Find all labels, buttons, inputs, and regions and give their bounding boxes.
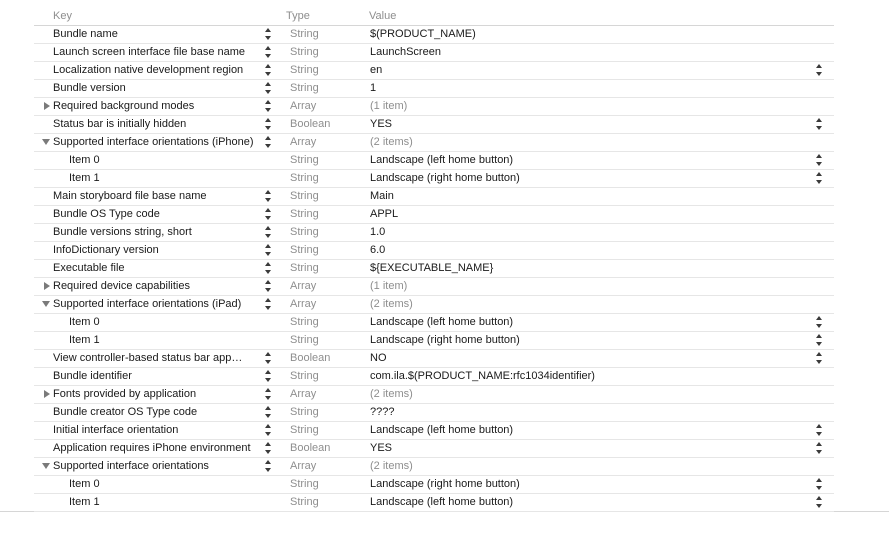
row-value[interactable]: 1 — [370, 82, 377, 94]
stepper-up-arrow-icon — [265, 424, 271, 428]
stepper-down-arrow-icon — [265, 414, 271, 418]
row-key[interactable]: Item 1 — [69, 172, 100, 184]
key-column-header[interactable]: Key — [53, 10, 72, 22]
value-picker-stepper-icon[interactable] — [816, 154, 823, 166]
stepper-up-arrow-icon — [816, 496, 822, 500]
stepper-down-arrow-icon — [265, 72, 271, 76]
value-picker-stepper-icon[interactable] — [816, 442, 823, 454]
stepper-down-arrow-icon — [265, 198, 271, 202]
row-type[interactable]: String — [290, 64, 319, 76]
stepper-up-arrow-icon — [816, 118, 822, 122]
table-row[interactable] — [34, 224, 834, 242]
row-type[interactable]: Array — [290, 388, 317, 400]
stepper-up-arrow-icon — [816, 154, 822, 158]
row-type[interactable]: String — [290, 370, 319, 382]
key-picker-stepper-icon[interactable] — [265, 424, 272, 436]
table-row[interactable] — [34, 242, 834, 260]
key-picker-stepper-icon[interactable] — [265, 352, 272, 364]
stepper-up-arrow-icon — [265, 352, 271, 356]
row-value[interactable]: 1.0 — [370, 226, 386, 238]
stepper-up-arrow-icon — [265, 64, 271, 68]
table-row[interactable] — [34, 314, 834, 332]
row-type[interactable]: Array — [290, 280, 317, 292]
row-type[interactable]: String — [290, 28, 319, 40]
row-value[interactable]: $(PRODUCT_NAME) — [370, 28, 476, 40]
row-value[interactable]: en — [370, 64, 383, 76]
row-value[interactable]: NO — [370, 352, 387, 364]
row-key[interactable]: Application requires iPhone environment — [53, 442, 251, 454]
value-picker-stepper-icon[interactable] — [816, 496, 823, 508]
stepper-down-arrow-icon — [816, 360, 822, 364]
key-picker-stepper-icon[interactable] — [265, 280, 272, 292]
key-picker-stepper-icon[interactable] — [265, 298, 272, 310]
row-type[interactable]: String — [290, 334, 319, 346]
row-type[interactable]: Boolean — [290, 442, 331, 454]
stepper-up-arrow-icon — [816, 478, 822, 482]
table-row[interactable] — [34, 422, 834, 440]
row-key[interactable]: Item 1 — [69, 334, 100, 346]
stepper-up-arrow-icon — [265, 190, 271, 194]
table-row[interactable] — [34, 386, 834, 404]
stepper-down-arrow-icon — [265, 108, 271, 112]
row-key[interactable]: Item 0 — [69, 154, 100, 166]
row-key[interactable]: InfoDictionary version — [53, 244, 159, 256]
row-type[interactable]: Boolean — [290, 352, 331, 364]
row-type[interactable]: String — [290, 406, 319, 418]
table-row[interactable] — [34, 188, 834, 206]
value-picker-stepper-icon[interactable] — [816, 64, 823, 76]
stepper-down-arrow-icon — [816, 432, 822, 436]
stepper-up-arrow-icon — [265, 370, 271, 374]
stepper-down-arrow-icon — [816, 504, 822, 508]
stepper-up-arrow-icon — [816, 64, 822, 68]
key-picker-stepper-icon[interactable] — [265, 442, 272, 454]
value-column-header[interactable]: Value — [369, 10, 397, 22]
disclosure-triangle-expanded-icon[interactable] — [42, 301, 50, 307]
row-value[interactable]: 6.0 — [370, 244, 386, 256]
key-picker-stepper-icon[interactable] — [265, 460, 272, 472]
table-row[interactable] — [34, 152, 834, 170]
row-value[interactable]: ???? — [370, 406, 395, 418]
stepper-up-arrow-icon — [816, 316, 822, 320]
row-key[interactable]: Item 1 — [69, 496, 100, 508]
table-row[interactable] — [34, 440, 834, 458]
key-picker-stepper-icon[interactable] — [265, 226, 272, 238]
disclosure-triangle-expanded-icon[interactable] — [42, 463, 50, 469]
stepper-down-arrow-icon — [265, 90, 271, 94]
row-type[interactable]: String — [290, 46, 319, 58]
row-type[interactable]: String — [290, 208, 319, 220]
disclosure-triangle-collapsed-icon[interactable] — [44, 102, 50, 110]
row-type[interactable]: String — [290, 244, 319, 256]
stepper-down-arrow-icon — [265, 432, 271, 436]
row-type[interactable]: Boolean — [290, 118, 331, 130]
stepper-up-arrow-icon — [265, 226, 271, 230]
key-picker-stepper-icon[interactable] — [265, 46, 272, 58]
value-picker-stepper-icon[interactable] — [816, 316, 823, 328]
table-row[interactable] — [34, 278, 834, 296]
table-row[interactable] — [34, 98, 834, 116]
row-key[interactable]: View controller-based status bar app… — [53, 352, 243, 364]
stepper-down-arrow-icon — [816, 342, 822, 346]
stepper-up-arrow-icon — [265, 280, 271, 284]
table-row[interactable] — [34, 116, 834, 134]
table-row[interactable] — [34, 350, 834, 368]
stepper-up-arrow-icon — [265, 460, 271, 464]
row-value[interactable]: ${EXECUTABLE_NAME} — [370, 262, 494, 274]
row-value[interactable]: (1 item) — [370, 280, 408, 292]
row-value[interactable]: Landscape (right home button) — [370, 478, 520, 490]
row-value[interactable]: (1 item) — [370, 100, 408, 112]
table-row[interactable] — [34, 296, 834, 314]
key-picker-stepper-icon[interactable] — [265, 388, 272, 400]
disclosure-triangle-expanded-icon[interactable] — [42, 139, 50, 145]
stepper-down-arrow-icon — [265, 144, 271, 148]
key-picker-stepper-icon[interactable] — [265, 370, 272, 382]
stepper-up-arrow-icon — [816, 334, 822, 338]
stepper-up-arrow-icon — [265, 136, 271, 140]
stepper-down-arrow-icon — [265, 36, 271, 40]
row-key[interactable]: Supported interface orientations (iPad) — [53, 298, 242, 310]
stepper-up-arrow-icon — [265, 406, 271, 410]
stepper-down-arrow-icon — [265, 54, 271, 58]
stepper-up-arrow-icon — [816, 172, 822, 176]
value-picker-stepper-icon[interactable] — [816, 478, 823, 490]
value-picker-stepper-icon[interactable] — [816, 172, 823, 184]
bottom-divider-right — [834, 511, 889, 512]
table-row[interactable] — [34, 458, 834, 476]
row-type[interactable]: String — [290, 316, 319, 328]
stepper-down-arrow-icon — [265, 450, 271, 454]
row-value[interactable]: YES — [370, 118, 393, 130]
table-row[interactable] — [34, 26, 834, 44]
stepper-up-arrow-icon — [265, 388, 271, 392]
row-value[interactable]: LaunchScreen — [370, 46, 441, 58]
stepper-down-arrow-icon — [265, 216, 271, 220]
row-key[interactable]: Bundle versions string, short — [53, 226, 192, 238]
stepper-down-arrow-icon — [816, 162, 822, 166]
stepper-up-arrow-icon — [816, 352, 822, 356]
row-key[interactable]: Bundle name — [53, 28, 118, 40]
row-type[interactable]: Array — [290, 460, 317, 472]
row-value[interactable]: com.ila.$(PRODUCT_NAME:rfc1034identifier) — [370, 370, 595, 382]
stepper-down-arrow-icon — [265, 360, 271, 364]
key-picker-stepper-icon[interactable] — [265, 262, 272, 274]
row-value[interactable]: (2 items) — [370, 460, 413, 472]
stepper-up-arrow-icon — [265, 298, 271, 302]
row-key[interactable]: Status bar is initially hidden — [53, 118, 187, 130]
row-value[interactable]: Landscape (left home button) — [370, 316, 514, 328]
row-value[interactable]: (2 items) — [370, 136, 413, 148]
row-type[interactable]: Array — [290, 298, 317, 310]
row-value[interactable]: Landscape (left home button) — [370, 424, 514, 436]
stepper-down-arrow-icon — [265, 306, 271, 310]
table-row[interactable] — [34, 332, 834, 350]
stepper-up-arrow-icon — [816, 424, 822, 428]
stepper-up-arrow-icon — [265, 28, 271, 32]
row-type[interactable]: String — [290, 478, 319, 490]
stepper-down-arrow-icon — [265, 126, 271, 130]
row-value[interactable]: (2 items) — [370, 298, 413, 310]
table-row[interactable] — [34, 368, 834, 386]
key-picker-stepper-icon[interactable] — [265, 136, 272, 148]
row-key[interactable]: Item 0 — [69, 316, 100, 328]
type-column-header[interactable]: Type — [286, 10, 310, 22]
table-row[interactable] — [34, 476, 834, 494]
table-row[interactable] — [34, 62, 834, 80]
stepper-down-arrow-icon — [816, 324, 822, 328]
row-key[interactable]: Main storyboard file base name — [53, 190, 207, 202]
row-value[interactable]: YES — [370, 442, 393, 454]
row-type[interactable]: String — [290, 226, 319, 238]
key-picker-stepper-icon[interactable] — [265, 190, 272, 202]
row-type[interactable]: Array — [290, 136, 317, 148]
stepper-down-arrow-icon — [816, 486, 822, 490]
stepper-down-arrow-icon — [816, 180, 822, 184]
row-key[interactable]: Bundle identifier — [53, 370, 132, 382]
stepper-up-arrow-icon — [265, 46, 271, 50]
stepper-down-arrow-icon — [816, 72, 822, 76]
row-type[interactable]: String — [290, 154, 319, 166]
row-key[interactable]: Executable file — [53, 262, 125, 274]
row-type[interactable]: String — [290, 82, 319, 94]
row-value[interactable]: Landscape (right home button) — [370, 334, 520, 346]
row-type[interactable]: String — [290, 190, 319, 202]
table-row[interactable] — [34, 134, 834, 152]
row-key[interactable]: Bundle OS Type code — [53, 208, 160, 220]
stepper-up-arrow-icon — [265, 208, 271, 212]
stepper-up-arrow-icon — [265, 100, 271, 104]
row-key[interactable]: Bundle version — [53, 82, 126, 94]
key-picker-stepper-icon[interactable] — [265, 208, 272, 220]
row-key[interactable]: Bundle creator OS Type code — [53, 406, 198, 418]
key-picker-stepper-icon[interactable] — [265, 118, 272, 130]
stepper-up-arrow-icon — [265, 244, 271, 248]
stepper-up-arrow-icon — [265, 442, 271, 446]
row-type[interactable]: String — [290, 424, 319, 436]
value-picker-stepper-icon[interactable] — [816, 424, 823, 436]
key-picker-stepper-icon[interactable] — [265, 244, 272, 256]
row-type[interactable]: Array — [290, 100, 317, 112]
stepper-up-arrow-icon — [265, 262, 271, 266]
stepper-up-arrow-icon — [265, 82, 271, 86]
row-value[interactable]: Main — [370, 190, 394, 202]
row-key[interactable]: Required device capabilities — [53, 280, 190, 292]
value-picker-stepper-icon[interactable] — [816, 352, 823, 364]
row-key[interactable]: Fonts provided by application — [53, 388, 197, 400]
row-type[interactable]: String — [290, 172, 319, 184]
stepper-down-arrow-icon — [265, 288, 271, 292]
bottom-divider-left — [0, 511, 34, 512]
key-picker-stepper-icon[interactable] — [265, 406, 272, 418]
table-row[interactable] — [34, 170, 834, 188]
row-type[interactable]: String — [290, 496, 319, 508]
row-key[interactable]: Supported interface orientations (iPhone) — [53, 136, 254, 148]
column-header-bar — [0, 8, 889, 25]
stepper-down-arrow-icon — [816, 126, 822, 130]
value-picker-stepper-icon[interactable] — [816, 118, 823, 130]
row-key[interactable]: Supported interface orientations — [53, 460, 209, 472]
key-picker-stepper-icon[interactable] — [265, 82, 272, 94]
row-key[interactable]: Required background modes — [53, 100, 195, 112]
table-row[interactable] — [34, 80, 834, 98]
table-row[interactable] — [34, 404, 834, 422]
stepper-down-arrow-icon — [816, 450, 822, 454]
disclosure-triangle-collapsed-icon[interactable] — [44, 282, 50, 290]
key-picker-stepper-icon[interactable] — [265, 28, 272, 40]
row-value[interactable]: Landscape (left home button) — [370, 154, 514, 166]
disclosure-triangle-collapsed-icon[interactable] — [44, 390, 50, 398]
row-key[interactable]: Initial interface orientation — [53, 424, 179, 436]
stepper-down-arrow-icon — [265, 378, 271, 382]
table-row[interactable] — [34, 260, 834, 278]
stepper-up-arrow-icon — [816, 442, 822, 446]
stepper-down-arrow-icon — [265, 468, 271, 472]
stepper-down-arrow-icon — [265, 234, 271, 238]
row-key[interactable]: Localization native development region — [53, 64, 244, 76]
table-row[interactable] — [34, 44, 834, 62]
table-row[interactable] — [34, 494, 834, 512]
row-value[interactable]: Landscape (left home button) — [370, 496, 514, 508]
row-key[interactable]: Launch screen interface file base name — [53, 46, 246, 58]
row-value[interactable]: (2 items) — [370, 388, 413, 400]
value-picker-stepper-icon[interactable] — [816, 334, 823, 346]
key-picker-stepper-icon[interactable] — [265, 64, 272, 76]
stepper-up-arrow-icon — [265, 118, 271, 122]
plist-table — [34, 26, 834, 512]
stepper-down-arrow-icon — [265, 396, 271, 400]
table-row[interactable] — [34, 206, 834, 224]
row-type[interactable]: String — [290, 262, 319, 274]
stepper-down-arrow-icon — [265, 270, 271, 274]
row-key[interactable]: Item 0 — [69, 478, 100, 490]
row-value[interactable]: APPL — [370, 208, 399, 220]
row-value[interactable]: Landscape (right home button) — [370, 172, 520, 184]
key-picker-stepper-icon[interactable] — [265, 100, 272, 112]
stepper-down-arrow-icon — [265, 252, 271, 256]
